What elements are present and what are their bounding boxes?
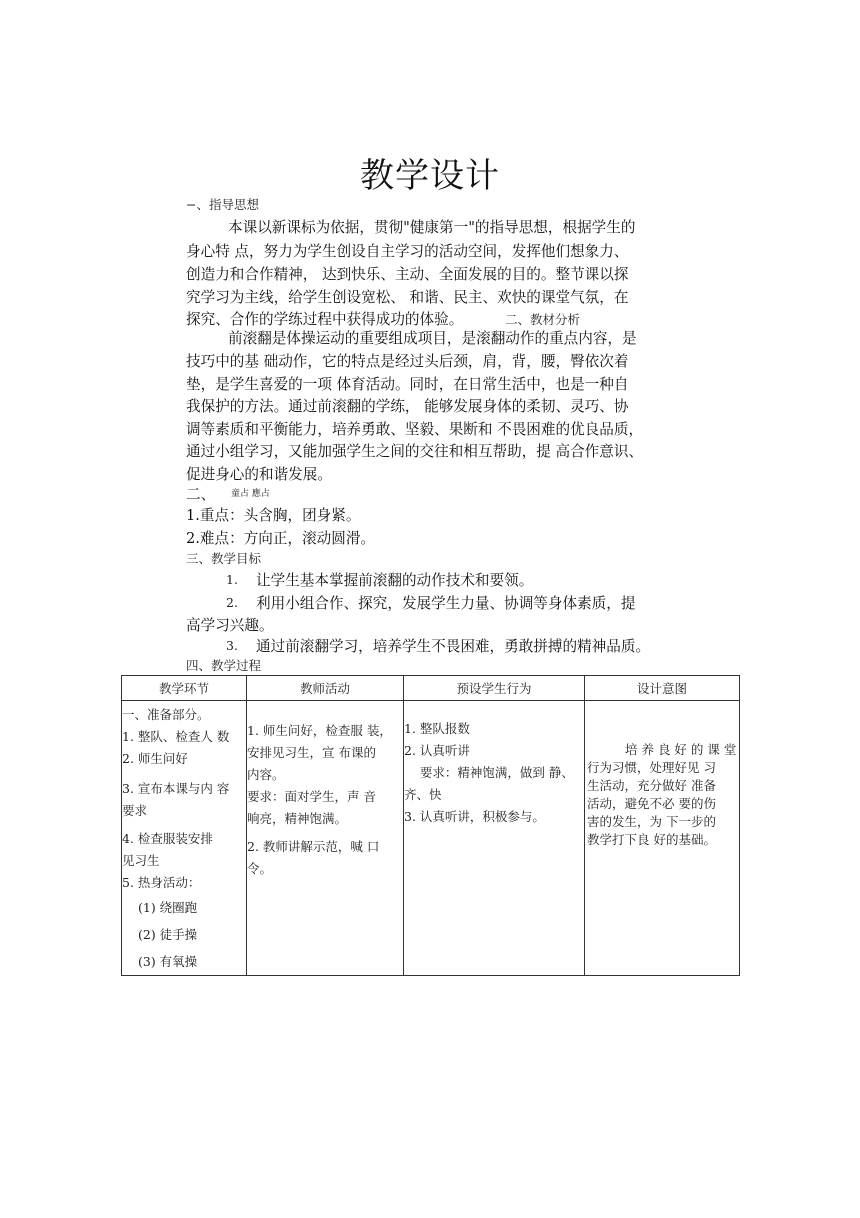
goal-text: 让学生基本掌握前滚翻的动作技术和要领。 <box>256 572 534 589</box>
stage-line: 4. 检查服装安排 <box>122 831 213 846</box>
warmup-item: (3) 有氧操 <box>138 954 198 969</box>
paragraph-line: 本课以新课标为依据，贯彻"健康第一"的指导思想，根据学生的 <box>228 219 636 236</box>
student-line: 3. 认真听讲，积极参与。 <box>404 809 545 824</box>
intent-line: 培 养 良 好 的 课 堂 <box>625 742 737 757</box>
stage-line: 见习生 <box>122 853 160 868</box>
paragraph-line: 我保护的方法。通过前滚翻的学练， 能够发展身体的柔韧、灵巧、协 <box>186 398 629 415</box>
table-header-row <box>122 676 740 701</box>
header-stage: 教学环节 <box>122 676 247 701</box>
intent-line: 生活动，充分做好 准备 <box>587 778 716 793</box>
design-intent-cell <box>585 701 740 976</box>
intent-line: 教学打下良 好的基础。 <box>587 832 716 847</box>
teacher-activity-cell <box>247 701 404 976</box>
section-heading-teaching-goals: 三、教学目标 <box>186 551 262 566</box>
paragraph-line: 究学习为主线，给学生创设宽松、 和谐、民主、欢快的课堂气氛，在 <box>186 289 629 306</box>
section-heading-teaching-process: 四、教学过程 <box>186 658 262 673</box>
stage-line: 2. 师生问好 <box>122 751 188 766</box>
teacher-line: 响亮，精神饱满。 <box>247 811 348 826</box>
goal-number: 3. <box>226 638 238 653</box>
teacher-line: 安排见习生，宣 布课的 <box>247 745 376 760</box>
paragraph-line: 前滚翻是体操运动的重要组成项目，是滚翻动作的重点内容，是 <box>228 330 637 347</box>
section-heading-material-analysis: 二、教材分析 <box>505 312 581 327</box>
paragraph-line: 身心特 点，努力为学生创设自主学习的活动空间，发挥他们想象力、 <box>186 243 629 260</box>
teacher-line: 内容。 <box>247 767 285 782</box>
goal-text: 通过前滚翻学习，培养学生不畏困难，勇敢拼搏的精神品质。 <box>256 638 651 655</box>
teacher-line: 1. 师生问好，检查服 装， <box>247 723 392 738</box>
paragraph-line: 调等素质和平衡能力，培养勇敢、坚毅、果断和 不畏困难的优良品质， <box>186 421 644 438</box>
goal-number: 1. <box>226 572 238 587</box>
paragraph-line: 探究、合作的学练过程中获得成功的体验。 <box>186 311 464 328</box>
paragraph-line: 技巧中的基 础动作，它的特点是经过头后颈，肩，背，腰，臀依次着 <box>186 353 629 370</box>
intent-line: 害的发生，为 下一步的 <box>587 814 716 829</box>
stage-line: 1. 整队、检查人 数 <box>122 729 230 744</box>
intent-line: 活动，避免不必 要的伤 <box>587 796 716 811</box>
student-line: 1. 整队报数 <box>404 721 470 736</box>
stage-line: 5. 热身活动： <box>122 875 201 890</box>
page-title: 教学设计 <box>360 156 500 196</box>
student-line: 2. 认真听讲 <box>404 743 470 758</box>
paragraph-line: 促进身心的和谐发展。 <box>186 466 332 483</box>
warmup-item: (2) 徒手操 <box>138 927 198 942</box>
teacher-line: 要求：面对学生，声 音 <box>247 789 376 804</box>
header-teacher-activity: 教师活动 <box>247 676 404 701</box>
section-number: 二、 <box>186 486 216 503</box>
header-student-behavior: 预设学生行为 <box>404 676 585 701</box>
intent-line: 行为习惯，处理好见 习 <box>587 760 716 775</box>
key-point: 1.重点：头含胸，团身紧。 <box>186 507 361 524</box>
difficult-point: 2.难点：方向正，滚动圆滑。 <box>186 530 376 547</box>
paragraph-line: 垫，是学生喜爱的一项 体育活动。同时，在日常生活中，也是一种自 <box>186 376 629 393</box>
header-design-intent: 设计意图 <box>585 676 740 701</box>
goal-number: 2. <box>226 595 238 610</box>
warmup-item: (1) 绕圈跑 <box>138 900 198 915</box>
paragraph-line: 通过小组学习，又能加强学生之间的交往和相互帮助，提 高合作意识、 <box>186 443 644 460</box>
section-heading-key-difficult-points: 童占 應占 <box>231 489 270 499</box>
paragraph-line: 创造力和合作精神， 达到快乐、主动、全面发展的目的。整节课以探 <box>186 266 629 283</box>
student-line: 齐、快 <box>404 787 442 802</box>
student-line: 要求：精神饱满，做到 静、 <box>404 765 574 780</box>
stage-line: 3. 宣布本课与内 容 <box>122 781 230 796</box>
stage-line: 一、准备部分。 <box>122 707 210 722</box>
goal-text-continued: 高学习兴趣。 <box>186 617 274 634</box>
teaching-process-table <box>121 675 740 976</box>
student-behavior-cell <box>404 701 585 976</box>
stage-line: 要求 <box>122 803 148 818</box>
section-heading-guiding-ideology: −、指导思想 <box>186 197 259 212</box>
table-row <box>122 701 740 976</box>
teacher-line: 2. 教师讲解示范，喊 口 <box>247 839 380 854</box>
goal-text: 利用小组合作、探究，发展学生力量、协调等身体素质，提 <box>256 595 636 612</box>
teacher-line: 令。 <box>247 861 273 876</box>
stage-cell <box>122 701 247 976</box>
